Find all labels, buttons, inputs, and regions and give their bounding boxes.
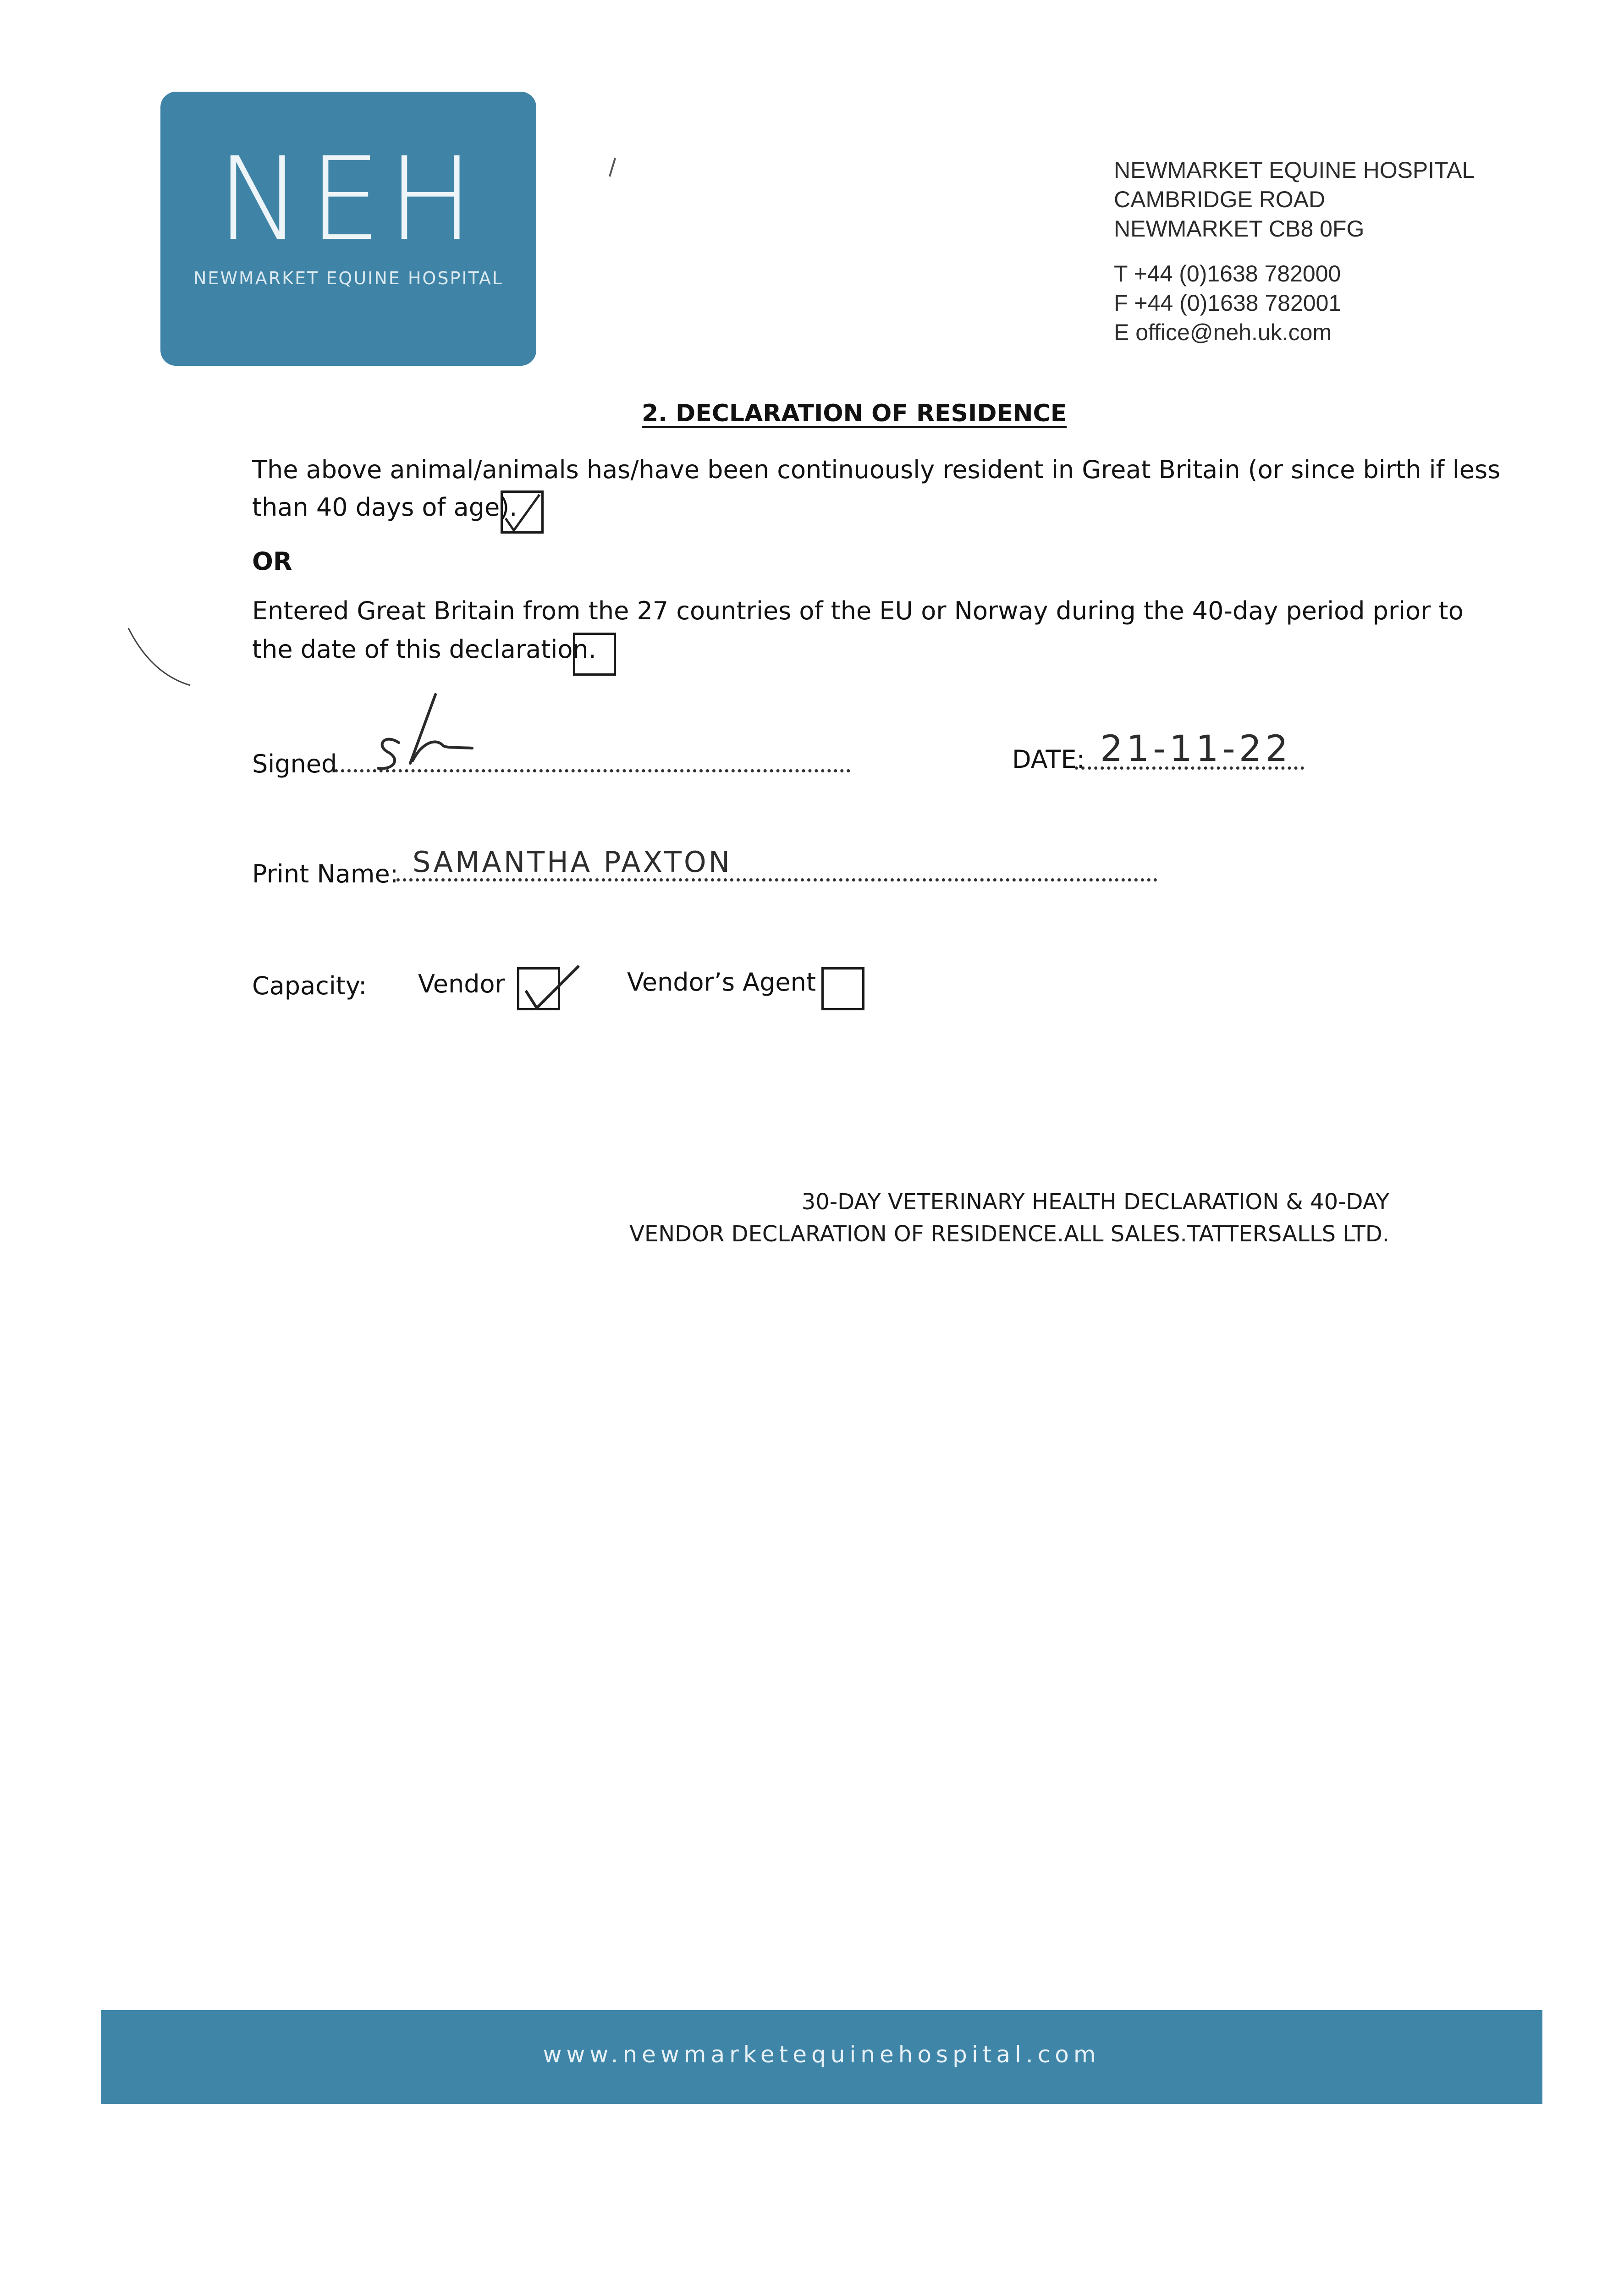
option2-text-line2: the date of this declaration. bbox=[252, 635, 596, 664]
vendor-checkbox[interactable] bbox=[517, 967, 560, 1010]
print-name-line bbox=[396, 878, 1157, 882]
option2-checkbox[interactable] bbox=[573, 633, 616, 676]
website-link[interactable]: www.newmarketequinehospital.com bbox=[543, 2041, 1101, 2068]
vendor-label: Vendor bbox=[418, 970, 505, 998]
vendor-agent-checkbox[interactable] bbox=[821, 967, 864, 1010]
fax-number: F +44 (0)1638 782001 bbox=[1114, 290, 1342, 316]
scan-stroke bbox=[124, 623, 197, 692]
option1-checkbox[interactable] bbox=[501, 490, 544, 534]
logo-name: NEWMARKET EQUINE HOSPITAL bbox=[193, 268, 504, 288]
email-address: E office@neh.uk.com bbox=[1114, 320, 1332, 345]
print-name-label: Print Name: bbox=[252, 860, 398, 888]
print-name-value: SAMANTHA PAXTON bbox=[413, 845, 732, 879]
address-line-3: NEWMARKET CB8 0FG bbox=[1114, 216, 1365, 242]
capacity-label: Capacity: bbox=[252, 971, 367, 1000]
signed-label: Signed bbox=[252, 749, 337, 778]
or-label: OR bbox=[252, 547, 292, 576]
check-mark-icon bbox=[519, 964, 584, 1010]
vendor-agent-label: Vendor’s Agent bbox=[627, 968, 816, 997]
section-title: 2. DECLARATION OF RESIDENCE bbox=[642, 400, 1067, 427]
logo-initials: NEH bbox=[216, 132, 480, 266]
check-mark-icon bbox=[503, 493, 541, 531]
option1-text-line2: than 40 days of age). bbox=[252, 493, 517, 522]
signature-scribble bbox=[367, 688, 486, 775]
date-label: DATE: bbox=[1012, 745, 1085, 774]
option2-text-line1: Entered Great Britain from the 27 countries of the EU or Norway during the 40-day period prior to bbox=[252, 596, 1464, 625]
footer-note-line1: 30-DAY VETERINARY HEALTH DECLARATION & 40-DAY bbox=[801, 1189, 1389, 1215]
address-line-1: NEWMARKET EQUINE HOSPITAL bbox=[1114, 157, 1475, 183]
neh-logo bbox=[160, 92, 536, 366]
phone-number: T +44 (0)1638 782000 bbox=[1114, 261, 1341, 286]
date-value: 21-11-22 bbox=[1100, 728, 1292, 770]
scan-mark bbox=[605, 156, 619, 183]
option1-text-line1: The above animal/animals has/have been continuously resident in Great Britain (or since birth if less bbox=[252, 455, 1501, 484]
address-line-2: CAMBRIDGE ROAD bbox=[1114, 187, 1326, 212]
footer-band bbox=[101, 2010, 1542, 2104]
footer-note-line2: VENDOR DECLARATION OF RESIDENCE.ALL SALES.TATTERSALLS LTD. bbox=[629, 1221, 1389, 1247]
